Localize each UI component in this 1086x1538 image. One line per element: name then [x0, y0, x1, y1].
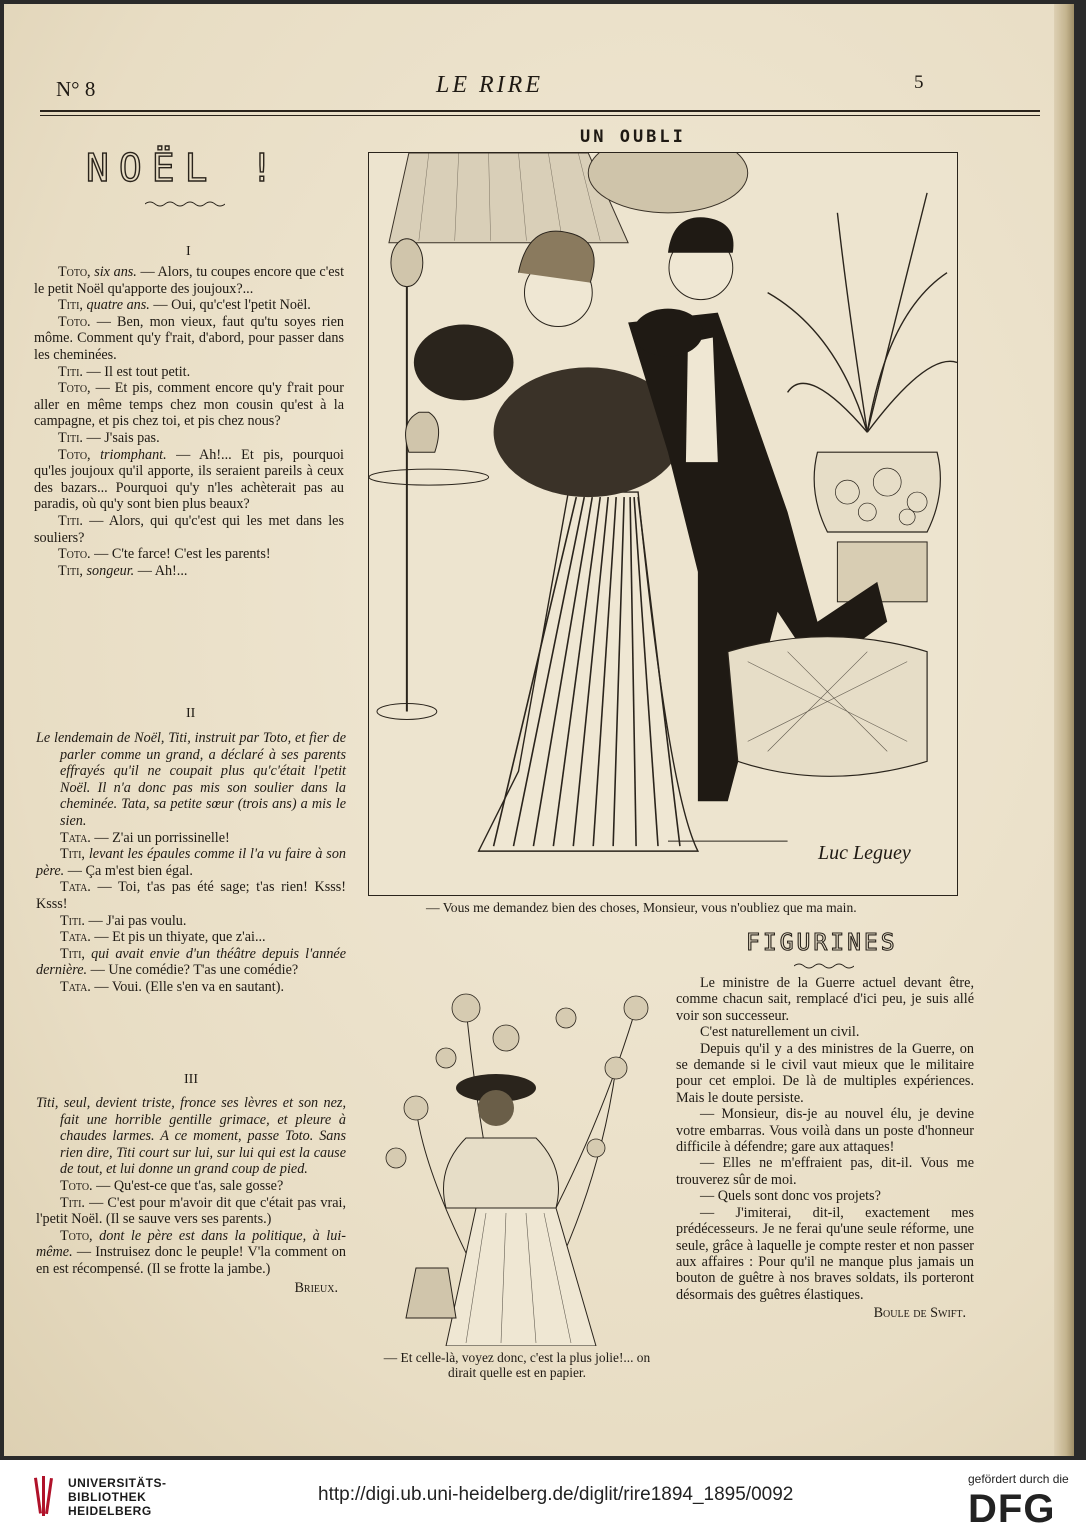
dialogue-text: — Ben, mon vieux, faut qu'tu soyes rien môme. Comment qu'y f'rait, d'abord, pour passer dans les cheminées.: [34, 313, 344, 363]
flower-caption: — Et celle-là, voyez donc, c'est la plus jolie!... on dirait quelle est en papier.: [383, 1350, 651, 1380]
title-flourish: [145, 200, 225, 208]
dialogue-line: [34, 563, 344, 580]
author-signature: Brieux.: [294, 1279, 338, 1296]
figurines-title: FIGURINES: [746, 930, 898, 956]
section-number: II: [186, 706, 196, 721]
speaker-name: Titi.: [60, 912, 85, 929]
dialogue-line: [34, 264, 344, 297]
stage-direction: triomphant.: [100, 446, 167, 463]
speaker-name: Toto,: [58, 264, 91, 280]
noel-section-2: [36, 730, 346, 996]
speaker-name: Toto,: [60, 1227, 93, 1244]
dialogue-line: [34, 314, 344, 364]
page-spine-shadow: [1054, 4, 1074, 1456]
speaker-name: Titi.: [58, 512, 83, 529]
stage-direction: songeur.: [86, 562, 135, 579]
dialogue-line: [36, 1195, 346, 1228]
oubli-title: UN OUBLI: [580, 127, 686, 147]
dialogue-text: — Et pis, comment encore qu'y f'rait pour aller en même temps chez mon cousin qu'est à la campagne, et pis chez toi, et pis chez nous?: [34, 380, 344, 430]
stage-direction: levant les épaules comme il l'a vu faire à son père.: [36, 846, 347, 879]
speaker-name: Titi.: [58, 363, 83, 380]
dialogue-line: [36, 830, 346, 847]
dialogue-text: — Ça m'est bien égal.: [64, 862, 193, 879]
speaker-name: Toto,: [58, 380, 91, 397]
narration: Le lendemain de Noël, Titi, instruit par Toto, et fier de parler comme un grand, a déclaré à ses parents effrayés qu'il ne coupait plus qu'c'était l'petit Noël. Il n'a donc pas mis son soulier dans la cheminée. Tata, sa petite sœur (trois ans) a mis le sien.: [36, 730, 346, 829]
speaker-name: Tata.: [60, 829, 91, 846]
dfg-logo: DFG: [968, 1487, 1056, 1531]
article-paragraph: — Elles ne m'effraient pas, dit-il. Vous me trouverez sûr de moi.: [676, 1155, 974, 1188]
dialogue-text: — Ah!... Et pis, pourquoi qu'les joujoux qu'il apporte, ils seraient pareils à ceux des bazars... Pourquoi qu'y n'les achèterait pas au paradis, où qu'y sont bien plus beaux?: [34, 446, 344, 513]
stage-direction: qui avait envie d'un théâtre depuis l'année dernière.: [36, 945, 347, 979]
dialogue-text: — Z'ai un porrissinelle!: [90, 829, 230, 846]
dialogue-line: [36, 879, 346, 912]
speaker-name: Titi.: [58, 429, 83, 446]
oubli-illustration: [368, 152, 958, 896]
dialogue-text: — Une comédie? T'as une comédie?: [87, 962, 299, 979]
dialogue-text: — J'ai pas voulu.: [84, 912, 187, 929]
running-title: LE RIRE: [436, 72, 543, 98]
speaker-name: Toto,: [58, 446, 91, 463]
dialogue-line: [36, 1228, 346, 1278]
stage-direction: dont le père est dans la politique, à lui-même.: [36, 1227, 346, 1261]
dialogue-line: [34, 513, 344, 546]
page-number: 5: [914, 72, 924, 93]
narration: Titi, seul, devient triste, fronce ses lèvres et son nez, fait une horrible gentille grimace, et pleure à chaudes larmes. A ce moment, passe Toto. Sans rien dire, Titi court sur lui, sur lui qui est la cause de tout, et lui donne un grand coup de pied.: [36, 1095, 346, 1178]
issue-number: N° 8: [56, 77, 96, 101]
dialogue-text: — Toi, t'as pas été sage; t'as rien! Ksss! Ksss!: [36, 879, 346, 912]
dialogue-text: — Instruisez donc le peuple! V'la comment on en est récompensé. (Il se frotte la jambe.): [36, 1244, 346, 1277]
article-paragraph: C'est naturellement un civil.: [700, 1024, 860, 1041]
speaker-name: Titi.: [60, 1194, 85, 1211]
dialogue-line: [36, 913, 346, 930]
dialogue-text: — Et pis un thiyate, que z'ai...: [90, 929, 266, 946]
digitization-footer: [0, 1460, 1086, 1538]
dialogue-text: — Il est tout petit.: [82, 363, 191, 380]
author-signature: Boule de Swift.: [873, 1305, 966, 1322]
speaker-name: Tata.: [60, 929, 91, 946]
article-paragraph: — Quels sont donc vos projets?: [700, 1188, 881, 1205]
dialogue-line: [36, 979, 346, 996]
library-name-line: BIBLIOTHEK: [68, 1490, 147, 1504]
article-paragraph: — Monsieur, dis-je au nouvel élu, je devine votre embarras. Vous voilà dans un poste d'honneur difficile à défendre; gare aux attaques!: [676, 1106, 974, 1156]
dialogue-text: — J'sais pas.: [82, 429, 160, 446]
speaker-name: Toto.: [58, 313, 91, 330]
dialogue-text: — Qu'est-ce que t'as, sale gosse?: [92, 1177, 284, 1194]
speaker-name: Titi,: [60, 945, 85, 962]
flower-lady-drawing: [356, 948, 672, 1346]
dialogue-text: — Voui. (Elle s'en va en sautant).: [90, 978, 284, 995]
dialogue-line: [34, 447, 344, 513]
artist-signature: Luc Leguey: [818, 842, 911, 864]
speaker-name: Toto.: [58, 546, 91, 563]
speaker-name: Titi,: [60, 846, 85, 863]
speaker-name: Toto.: [60, 1177, 93, 1194]
section-number: I: [186, 244, 191, 259]
speaker-name: Titi,: [58, 297, 83, 314]
speaker-name: Titi,: [58, 562, 83, 579]
library-name-line: HEIDELBERG: [68, 1504, 152, 1518]
dialogue-text: — Alors, qui qu'c'est qui les met dans les souliers?: [34, 512, 344, 546]
library-name-line: UNIVERSITÄTS-: [68, 1476, 167, 1490]
dialogue-line: [34, 546, 344, 563]
noel-section-3: [36, 1095, 346, 1296]
noel-section-1: [34, 264, 344, 579]
library-logo-icon: [22, 1474, 62, 1522]
dialogue-text: — C'te farce! C'est les parents!: [90, 546, 271, 563]
speaker-name: Tata.: [60, 978, 91, 995]
header-rule: [40, 110, 1040, 112]
dialogue-line: [34, 430, 344, 447]
article-paragraph: — J'imiterai, dit-il, exactement mes prédécesseurs. Je ne ferai qu'une seule réforme, une seule, grâce à laquelle je compte rester et non passer aux affaires : Pour qu'il ne manque plus jamais un bouton de guêtre à nos braves soldats, ils porteront désormais des guêtres élastiques.: [676, 1204, 974, 1303]
funding-label: gefördert durch die: [968, 1472, 1069, 1486]
dialogue-line: [34, 297, 344, 314]
permalink-url[interactable]: http://digi.ub.uni-heidelberg.de/diglit/rire1894_1895/0092: [318, 1484, 794, 1505]
dialogue-line: [36, 1178, 346, 1195]
dialogue-line: [36, 846, 346, 879]
dialogue-text: — Ah!...: [134, 562, 188, 579]
stage-direction: six ans.: [94, 264, 137, 280]
section-number: III: [184, 1072, 198, 1087]
article-paragraph: Depuis qu'il y a des ministres de la Guerre, on se demande si le civil vaut mieux que le militaire pour cet emploi. De là de multiples expériences. Mais le doute persiste.: [676, 1040, 974, 1106]
title-flourish: [794, 962, 854, 970]
oubli-caption: — Vous me demandez bien des choses, Monsieur, vous n'oubliez que ma main.: [426, 900, 857, 915]
header-rule-thin: [40, 115, 1040, 116]
dialogue-line: [34, 364, 344, 381]
dialogue-text: — Alors, tu coupes encore que c'est le petit Noël qu'apporte des joujoux?...: [34, 264, 345, 297]
noel-title: NOËL !: [86, 146, 284, 190]
article-paragraph: Le ministre de la Guerre actuel devant être, comme chacun sait, remplacé d'ici peu, je suis allé voir son successeur.: [676, 975, 974, 1024]
dialogue-text: — C'est pour m'avoir dit que c'était pas vrai, l'petit Noël. (Il se sauve vers ses parents.): [36, 1194, 346, 1228]
couple-drawing: [369, 153, 957, 895]
figurines-article: [676, 975, 974, 1322]
dialogue-line: [36, 946, 346, 979]
stage-direction: quatre ans.: [86, 297, 150, 314]
library-name: [68, 1476, 167, 1518]
dialogue-text: — Oui, qu'c'est l'petit Noël.: [149, 297, 311, 314]
dialogue-line: [34, 380, 344, 430]
dialogue-line: [36, 929, 346, 946]
speaker-name: Tata.: [60, 879, 91, 896]
